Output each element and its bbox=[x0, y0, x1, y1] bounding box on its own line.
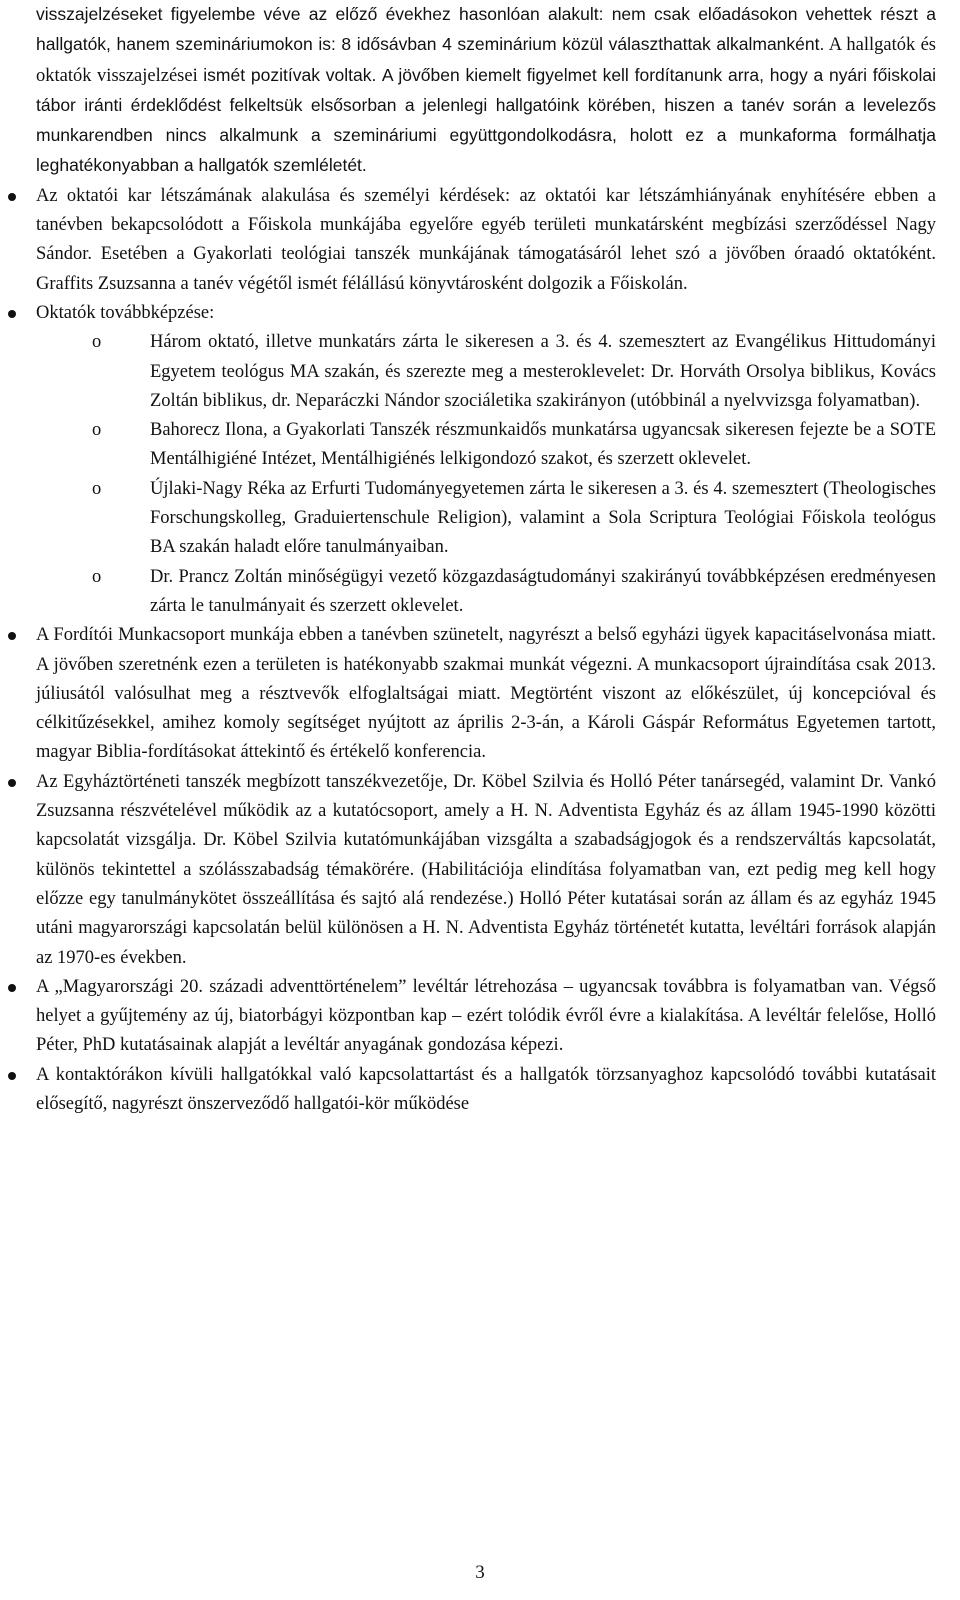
document-page bbox=[36, 0, 936, 1119]
sublist-text: Dr. Prancz Zoltán minőségügyi vezető közgazdaságtudományi szakirányú továbbképzésen eredményesen zárta le tanulmányait és szerzett oklevelet. bbox=[150, 566, 936, 616]
bullet-item-translation-group bbox=[36, 621, 936, 767]
sublist-item bbox=[92, 328, 936, 416]
bullet-item-staff bbox=[36, 182, 936, 299]
bullet-text: Oktatók továbbképzése: bbox=[36, 302, 215, 323]
bullet-dot-icon bbox=[8, 984, 16, 992]
sub-bullet-marker: o bbox=[92, 420, 102, 441]
bullet-text: Az oktatói kar létszámának alakulása és személyi kérdések: az oktatói kar létszámhiányának enyhítésére ebben a tanévben bekapcsolódott a Főiskola munkájába egyelőre egyéb területi munkatársként megbízási szerződéssel Nagy Sándor. Esetében a Gyakorlati teológiai tanszék munkájának támogatásáról lehet szó a jövőben óraadó oktatóként. Graffits Zsuzsanna a tanév végétől ismét félállású könyvtárosként dolgozik a Főiskolán. bbox=[36, 185, 936, 294]
sublist-item bbox=[92, 416, 936, 475]
sub-bullet-marker: o bbox=[92, 478, 102, 499]
page-number: 3 bbox=[475, 1562, 485, 1583]
bullet-item-church-history bbox=[36, 768, 936, 973]
bullet-item-training bbox=[36, 299, 936, 328]
bullet-dot-icon bbox=[8, 193, 16, 201]
sublist-item bbox=[92, 563, 936, 622]
sublist-text: Bahorecz Ilona, a Gyakorlati Tanszék részmunkaidős munkatársa ugyancsak sikeresen fejezte be a SOTE Mentálhigiéné Intézet, Mentálhigiénés lelkigondozó szakot, és szerzett oklevelet. bbox=[150, 420, 936, 470]
intro-text-sans-b: ismét pozitívak voltak. bbox=[203, 64, 377, 85]
sublist-text: Három oktató, illetve munkatárs zárta le sikeresen a 3. és 4. szemesztert az Evangélikus Hittudományi Egyetem teológus MA szakán, és szerezte meg a mesteroklevelet: Dr. Horváth Orsolya biblikus, Kovács Zoltán biblikus, dr. Neparáczki Nándor szociáletika szakirányon (utóbbinál a nyelvvizsga folyamatban). bbox=[150, 332, 936, 411]
sub-bullet-marker: o bbox=[92, 332, 102, 353]
training-sublist bbox=[36, 328, 936, 621]
bullet-text: A Fordítói Munkacsoport munkája ebben a tanévben szünetelt, nagyrészt a belső egyházi ügyek kapacitáselvonása miatt. A jövőben szeretnénk ezen a területen is hatékonyabb szakmai munkát végezni. A munkacsoport újraindítása csak 2013. júliusától valósulhat meg a résztvevők elfoglaltságai miatt. Megtörtént viszont az előkészület, új koncepcióval és célkitűzésekkel, amihez komoly segítséget nyújtott az április 2-3-án, a Károli Gáspár Református Egyetemen tartott, magyar Biblia-fordításokat áttekintő és értékelő konferencia. bbox=[36, 625, 936, 763]
sub-bullet-marker: o bbox=[92, 566, 102, 587]
bullet-dot-icon bbox=[8, 310, 16, 318]
bullet-dot-icon bbox=[8, 632, 16, 640]
bullet-dot-icon bbox=[8, 1072, 16, 1080]
bullet-item-archive bbox=[36, 973, 936, 1061]
bullet-item-student-circle bbox=[36, 1061, 936, 1120]
bullet-text: Az Egyháztörténeti tanszék megbízott tanszékvezetője, Dr. Köbel Szilvia és Holló Péter tanársegéd, valamint Dr. Vankó Zsuzsanna részvételével működik az a kutatócsoport, amely a H. N. Adventista Egyház és az állam 1945-1990 közötti kapcsolatát vizsgálja. Dr. Köbel Szilvia kutatómunkájában vizsgálta a szabadságjogok és a rendszerváltás kapcsolatát, különös tekintettel a szólásszabadság témakörére. (Habilitációja elindítása folyamatban van, ezt pedig meg kell hogy előzze egy tanulmánykötet összeállítása és sajtó alá rendezése.) Holló Péter kutatásai során az állam és az egyház 1945 utáni magyarországi kapcsolatán belül különösen a H. N. Adventista Egyház történetét kutatta, levéltári források alapján az 1970-es években. bbox=[36, 771, 936, 968]
intro-text-sans-a: visszajelzéseket figyelembe véve az előző évekhez hasonlóan alakult: nem csak előadásokon vehettek részt a hallgatók, hanem szemináriumokon is: 8 idősávban 4 szeminárium közül választhattak alkalmanként. bbox=[36, 4, 936, 55]
intro-text-serif-a: A hallgatók és oktatók visszajelzései bbox=[36, 35, 936, 86]
bullet-dot-icon bbox=[8, 779, 16, 787]
bullet-text: A „Magyarországi 20. századi adventtörténelem” levéltár létrehozása – ugyancsak továbbra is folyamatban van. Végső helyet a gyűjtemény az új, biatorbágyi központban kap – ezért tolódik évről évre a kialakítása. A levéltár felelőse, Holló Péter, PhD kutatásainak alapját a levéltár anyagának gondozása képezi. bbox=[36, 976, 936, 1056]
intro-paragraph bbox=[36, 0, 936, 182]
sublist-text: Újlaki-Nagy Réka az Erfurti Tudományegyetemen zárta le sikeresen a 3. és 4. szemesztert (Theologisches Forschungskolleg, Graduiertenschule Religion), valamint a Sola Scriptura Teológiai Főiskola teológus BA szakán haladt előre tanulmányaiban. bbox=[150, 478, 936, 558]
bullet-text: A kontaktórákon kívüli hallgatókkal való kapcsolattartást és a hallgatók törzsanyaghoz kapcsolódó további kutatásait elősegítő, nagyrészt önszerveződő hallgatói-kör működése bbox=[36, 1064, 936, 1114]
intro-text-serif-b: A jövőben kiemelt figyelmet kell fordítanunk arra, hogy a nyári főiskolai tábor iránti érdeklődést felkeltsük elsősorban a jelenlegi hallgatóink körében, hiszen a tanév során a levelezős munkarendben nincs alkalmunk a szemináriumi együttgondolkodásra, holott ez a munkaforma formálhatja leghatékonyabban a hallgatók szemléletét. bbox=[36, 64, 936, 176]
sublist-item bbox=[92, 475, 936, 563]
